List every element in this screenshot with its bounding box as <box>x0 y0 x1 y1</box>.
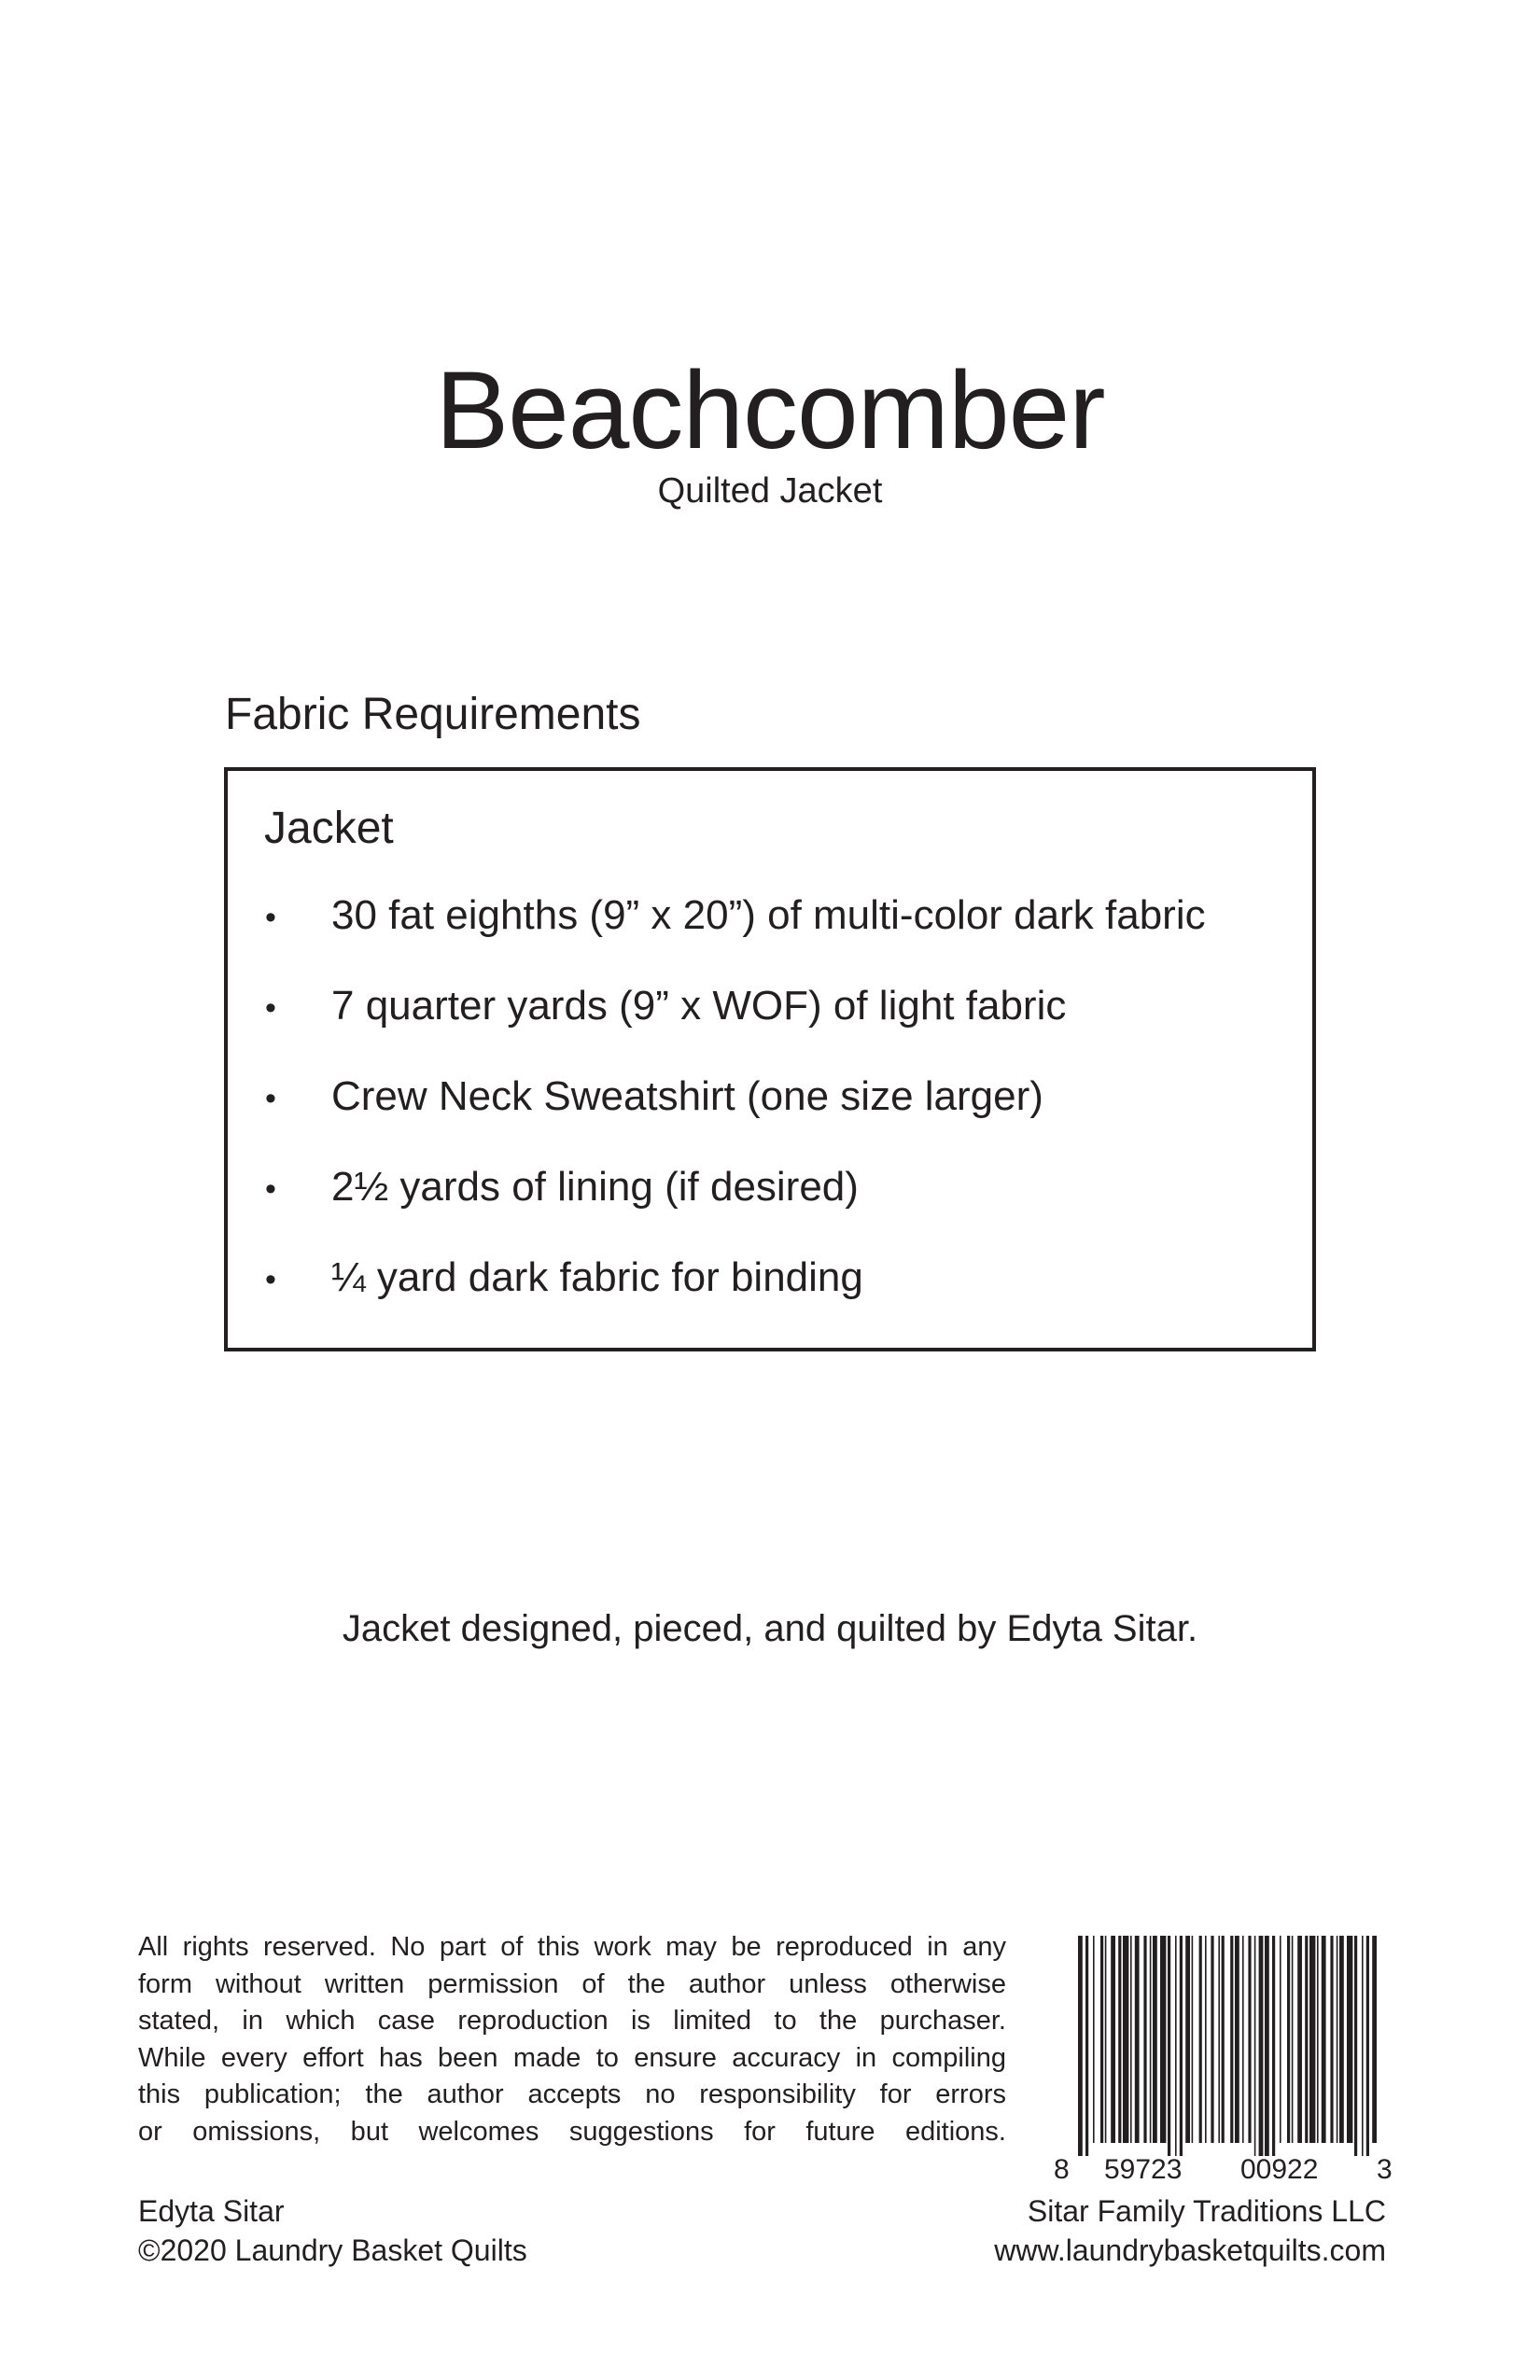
barcode-bar <box>1337 1936 1338 2143</box>
barcode-bars <box>1078 1936 1377 2156</box>
barcode-bar <box>1168 1936 1170 2156</box>
notice-line: this publication; the author accepts no responsibility for errors <box>138 2079 1006 2109</box>
notice-line: All rights reserved. No part of this work may be reproduced in any <box>138 1932 1006 1962</box>
list-item <box>228 1253 1312 1343</box>
upc-barcode <box>1050 1934 1395 2184</box>
pattern-title: Beachcomber <box>435 349 1105 472</box>
list-item <box>228 1162 1312 1253</box>
pattern-subtitle: Quilted Jacket <box>657 471 883 511</box>
barcode-bar <box>1130 1936 1132 2143</box>
barcode-bar <box>1160 1936 1166 2143</box>
barcode-bar <box>1287 1936 1290 2143</box>
barcode-bar <box>1222 1936 1225 2143</box>
footer-publisher: Sitar Family Traditions LLC <box>1027 2194 1386 2228</box>
barcode-bar <box>1366 1936 1369 2156</box>
bullet: • <box>265 1262 276 1297</box>
barcode-bar <box>1218 1936 1220 2143</box>
notice-line: While every effort has been made to ensure accuracy in compiling <box>138 2042 1006 2073</box>
footer-publisher-block <box>994 2191 1386 2270</box>
barcode-bar <box>1105 1936 1107 2143</box>
barcode-digit-left: 8 <box>1054 2154 1070 2184</box>
barcode-bar <box>1192 1936 1194 2143</box>
jacket-heading: Jacket <box>264 804 394 853</box>
requirement-text: 7 quarter yards (9” x WOF) of light fabric <box>331 983 1067 1029</box>
barcode-bar <box>1118 1936 1121 2143</box>
barcode-bar <box>1242 1936 1244 2143</box>
barcode-bar <box>1354 1936 1357 2156</box>
bullet: • <box>265 1081 276 1116</box>
barcode-bar <box>1153 1936 1157 2143</box>
notice-line: or omissions, but welcomes suggestions for future editions. <box>138 2116 1006 2147</box>
footer-author-block <box>138 2191 527 2270</box>
barcode-bar <box>1205 1936 1207 2143</box>
list-item <box>228 1071 1312 1162</box>
barcode-bar <box>1347 1936 1352 2143</box>
barcode-bar <box>1372 1936 1377 2143</box>
footer-author: Edyta Sitar <box>138 2194 285 2228</box>
requirement-text: ¼ yard dark fabric for binding <box>331 1254 863 1300</box>
barcode-bar <box>1078 1936 1083 2156</box>
barcode-bar <box>1339 1936 1344 2143</box>
requirement-text: 2½ yards of lining (if desired) <box>331 1164 859 1210</box>
barcode-bar <box>1280 1936 1281 2143</box>
barcode-digit-right: 3 <box>1377 2154 1393 2184</box>
notice-line: stated, in which case reproduction is limited to the purchaser. <box>138 2006 1006 2036</box>
requirement-text: Crew Neck Sweatshirt (one size larger) <box>331 1073 1043 1119</box>
fabric-requirements-box <box>224 767 1316 1351</box>
barcode-bar <box>1150 1936 1152 2143</box>
barcode-bar <box>1292 1936 1294 2143</box>
barcode-bar <box>1297 1936 1302 2143</box>
barcode-bar <box>1211 1936 1213 2143</box>
footer-copyright: ©2020 Laundry Basket Quilts <box>138 2233 527 2267</box>
designer-credit: Jacket designed, pieced, and quilted by Edyta Sitar. <box>342 1608 1198 1649</box>
barcode-bar <box>1265 1936 1269 2156</box>
barcode-bar <box>1259 1936 1264 2156</box>
barcode-bar <box>1309 1936 1315 2143</box>
bullet: • <box>265 990 276 1026</box>
barcode-bar <box>1111 1936 1115 2143</box>
notice-line: form without written permission of the author unless otherwise <box>138 1968 1006 1999</box>
list-item <box>228 981 1312 1071</box>
requirements-list <box>228 890 1312 1343</box>
barcode-bar <box>1143 1936 1146 2143</box>
barcode-bar <box>1123 1936 1128 2143</box>
footer-website: www.laundrybasketquilts.com <box>994 2233 1386 2267</box>
barcode-bar <box>1230 1936 1233 2143</box>
bullet: • <box>265 900 276 935</box>
barcode-bar <box>1248 1936 1251 2143</box>
barcode-bar <box>1185 1936 1190 2143</box>
barcode-bar <box>1180 1936 1183 2156</box>
barcode-digits-right-group: 00922 <box>1240 2154 1319 2184</box>
barcode-bar <box>1093 1936 1095 2143</box>
fabric-requirements-heading: Fabric Requirements <box>225 690 641 739</box>
barcode-bar <box>1317 1936 1319 2143</box>
copyright-notice <box>138 1929 1006 2150</box>
requirement-text: 30 fat eighths (9” x 20”) of multi-color dark fabric <box>331 892 1206 938</box>
barcode-bar <box>1272 1936 1275 2156</box>
barcode-bar <box>1254 1936 1256 2156</box>
barcode-bar <box>1362 1936 1364 2156</box>
barcode-bar <box>1100 1936 1103 2143</box>
list-item <box>228 890 1312 981</box>
barcode-bar <box>1199 1936 1202 2143</box>
barcode-digits-left-group: 59723 <box>1104 2154 1183 2184</box>
barcode-bar <box>1175 1936 1177 2156</box>
barcode-bar <box>1305 1936 1308 2143</box>
barcode-bar <box>1085 1936 1088 2156</box>
barcode-bar <box>1322 1936 1326 2143</box>
barcode-bar <box>1330 1936 1333 2143</box>
barcode-bar <box>1235 1936 1239 2143</box>
bullet: • <box>265 1171 276 1207</box>
barcode-bar <box>1135 1936 1140 2143</box>
